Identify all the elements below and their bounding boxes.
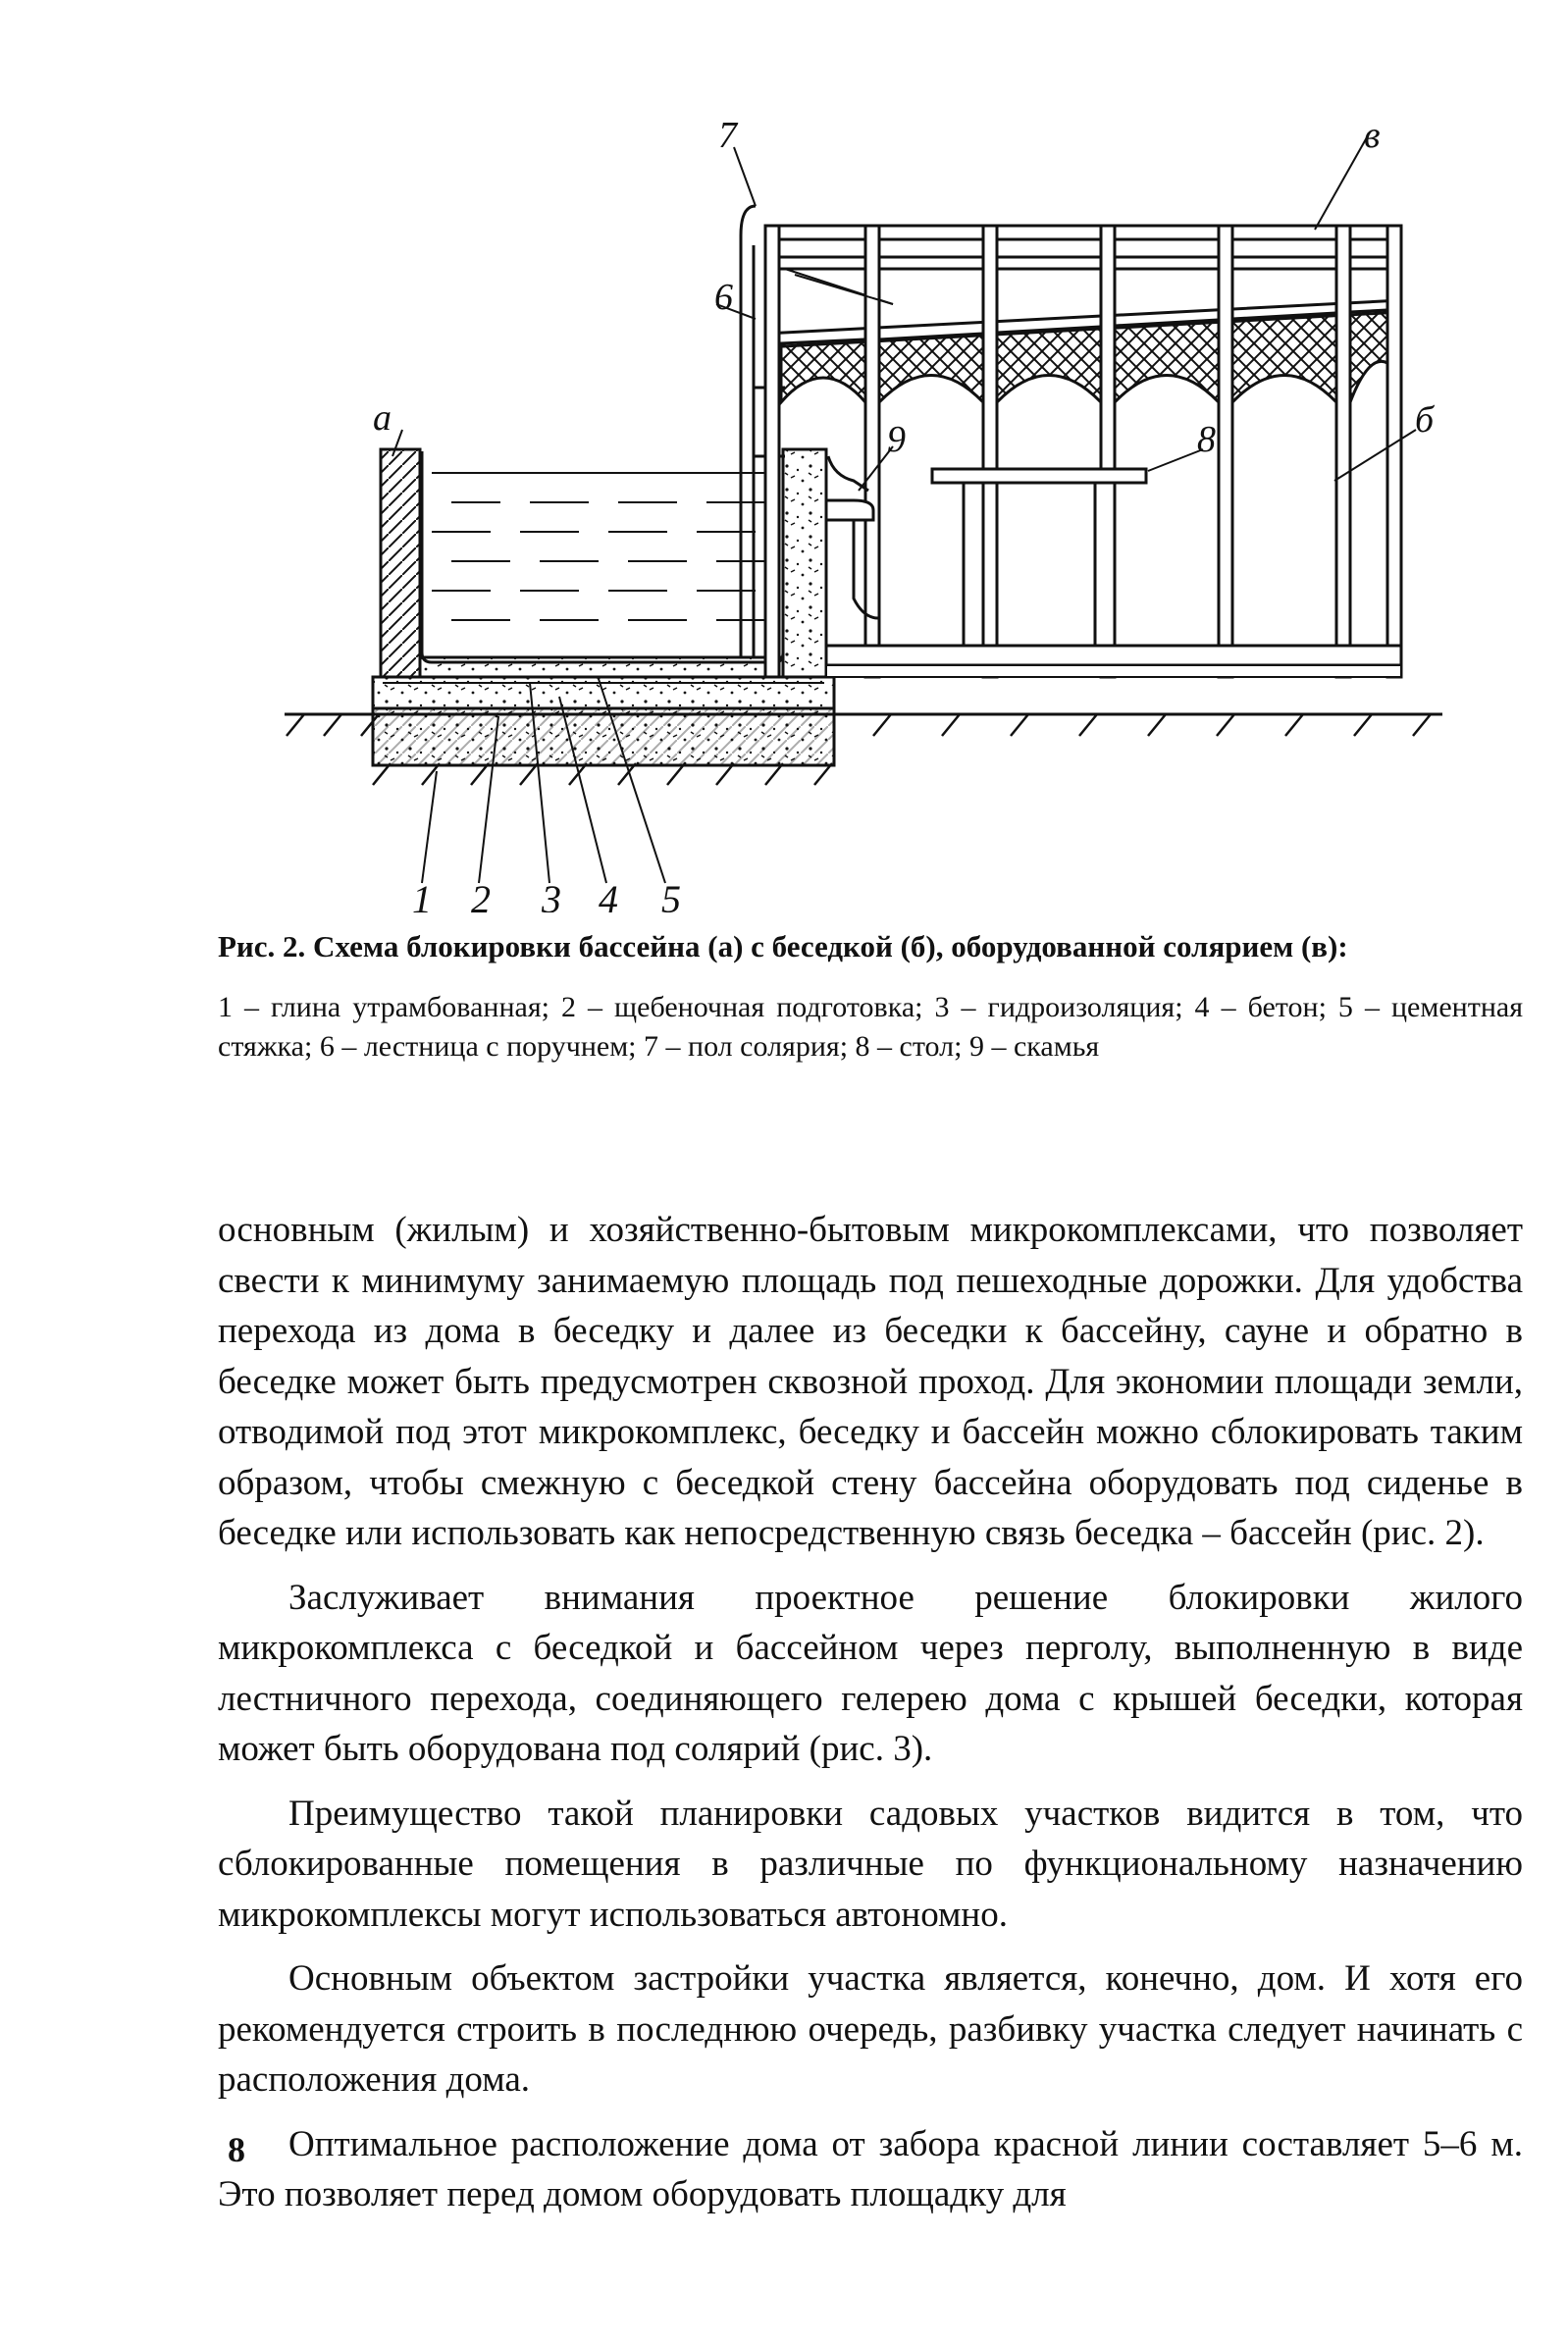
label-8: 8 xyxy=(1197,419,1216,460)
label-4: 4 xyxy=(599,877,618,912)
caption-legend: 1 – глина утрамбованная; 2 – щебеночная подготовка; 3 – гидроизоляция; 4 – бетон; 5 – цементная стяжка; 6 – лестница с поручнем; 7 – пол солярия; 8 – стол; 9 – скамья xyxy=(218,991,1523,1063)
paragraph: Заслуживает внимания проектное решение блокировки жилого микрокомплекса с беседкой и бассейном через перголу, выполненную в виде лестничного перехода, соединяющего гелерею дома с крышей беседки, которая может быть оборудована под солярий (рис. 3). xyxy=(218,1577,1523,1769)
body-text xyxy=(218,1205,1523,2234)
figure-caption xyxy=(218,927,1523,1067)
gazebo-floor xyxy=(826,646,1401,665)
label-b: б xyxy=(1415,399,1435,441)
pool-left-wall xyxy=(381,449,420,677)
label-9: 9 xyxy=(887,419,906,460)
label-v: в xyxy=(1364,115,1381,156)
gazebo-floor-base xyxy=(826,665,1401,677)
label-7: 7 xyxy=(718,115,737,156)
pool-right-wall xyxy=(783,449,826,677)
label-a: а xyxy=(373,397,392,439)
pool-gazebo-diagram xyxy=(265,108,1452,912)
pool-water xyxy=(432,473,775,620)
clay-layer xyxy=(373,708,834,765)
caption-title: Рис. 2. Схема блокировки бассейна (а) с беседкой (б), оборудованной солярием (в): xyxy=(218,929,1348,963)
table xyxy=(932,469,1146,646)
leader-lines xyxy=(392,137,1416,883)
solarium-floor-beam xyxy=(765,257,1401,269)
paragraph: Оптимальное расположение дома от забора красной линии составляет 5–6 м. Это позволяет перед домом оборудовать площадку для xyxy=(218,2123,1523,2214)
label-1: 1 xyxy=(412,877,432,912)
label-5: 5 xyxy=(661,877,681,912)
diagram-svg xyxy=(265,108,1452,912)
paragraph: Основным объектом застройки участка является, конечно, дом. И хотя его рекомендуется строить в последнюю очередь, разбивку участка следует начинать с расположения дома. xyxy=(218,1958,1523,2100)
page-number: 8 xyxy=(228,2130,245,2169)
label-6: 6 xyxy=(714,277,733,318)
paragraph: Преимущество такой планировки садовых участков видится в том, что сблокированные помещения в различные по функциональному назначению микрокомплексы могут использоваться автономно. xyxy=(218,1793,1523,1935)
pool-bottom xyxy=(420,657,783,677)
pool-lining xyxy=(422,451,783,662)
label-3: 3 xyxy=(542,877,561,912)
paragraph: основным (жилым) и хозяйственно-бытовым микрокомплексами, что позволяет свести к минимуму занимаемую площадь под пешеходные дорожки. Для удобства перехода из дома в беседку и далее из беседки к бассейну, сауне и обратно в беседке может быть предусмотрен сквозной проход. Для экономии площади земли, отводимой под этот микрокомплекс, беседку и бассейн можно сблокировать таким образом, чтобы смежную с беседкой стену бассейна оборудовать под сиденье в беседке или использовать как непосредственную связь беседка – бассейн (рис. 2). xyxy=(218,1210,1523,1553)
label-2: 2 xyxy=(471,877,491,912)
solarium-top-rail xyxy=(765,226,1401,239)
